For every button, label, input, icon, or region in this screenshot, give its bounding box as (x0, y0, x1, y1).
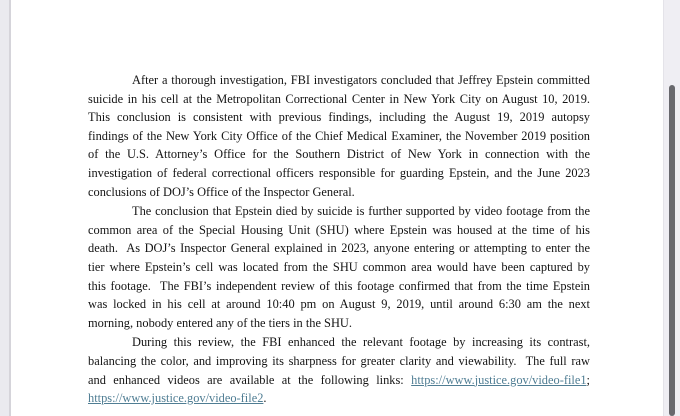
text-line: This conclusion is consistent with previous findings, including the August 19, 2019 autopsy (88, 110, 590, 125)
punctuation: . (263, 391, 267, 406)
page-left-gutter (0, 0, 11, 416)
text-line: tier where Epstein’s cell was located from the SHU common area would have been captured by (88, 259, 590, 274)
text-line: was locked in his cell at around 10:40 pm on August 9, 2019, until around 6:30 am the next (88, 297, 590, 312)
video-file2-link[interactable]: https://www.justice.gov/video-file2 (88, 391, 264, 406)
text-line: balancing the color, and improving its sharpness for greater clarity and viewability. The full raw (88, 353, 590, 368)
links-intro-text: and enhanced videos are available at the following links: (88, 372, 412, 387)
scrollbar-thumb[interactable] (669, 85, 675, 416)
paragraph-3 (88, 333, 590, 407)
punctuation: ; (586, 372, 590, 387)
text-line: The conclusion that Epstein died by suicide is further supported by video footage from the (132, 204, 590, 219)
scrollbar-track[interactable] (663, 0, 680, 416)
text-line: common area of the Special Housing Unit (SHU) where Epstein was housed at the time of his (88, 222, 590, 237)
text-line (88, 371, 590, 390)
paragraph-1 (88, 71, 590, 201)
text-line: morning, nobody entered any of the tiers in the SHU. (88, 315, 352, 330)
text-line: of the U.S. Attorney’s Office for the Southern District of New York in connection with the (88, 147, 590, 162)
document-page (88, 71, 590, 408)
text-line: this footage. The FBI’s independent review of this footage confirmed that from the time Epstein (88, 278, 590, 293)
paragraph-2 (88, 202, 590, 332)
text-line: investigation of federal correctional officers responsible for guarding Epstein, and the June 2023 (88, 165, 590, 180)
text-line (88, 389, 590, 408)
text-line: After a thorough investigation, FBI investigators concluded that Jeffrey Epstein committed (132, 73, 590, 87)
video-file1-link[interactable]: https://www.justice.gov/video-file1 (411, 372, 587, 387)
text-line: death. As DOJ’s Inspector General explained in 2023, anyone entering or attempting to enter the (88, 241, 590, 256)
text-line: suicide in his cell at the Metropolitan Correctional Center in New York City on August 10, 2019. (88, 91, 590, 106)
text-line: findings of the New York City Office of the Chief Medical Examiner, the November 2019 position (88, 128, 590, 143)
text-line: conclusions of DOJ’s Office of the Inspector General. (88, 184, 355, 199)
text-line: During this review, the FBI enhanced the relevant footage by increasing its contrast, (132, 335, 590, 350)
